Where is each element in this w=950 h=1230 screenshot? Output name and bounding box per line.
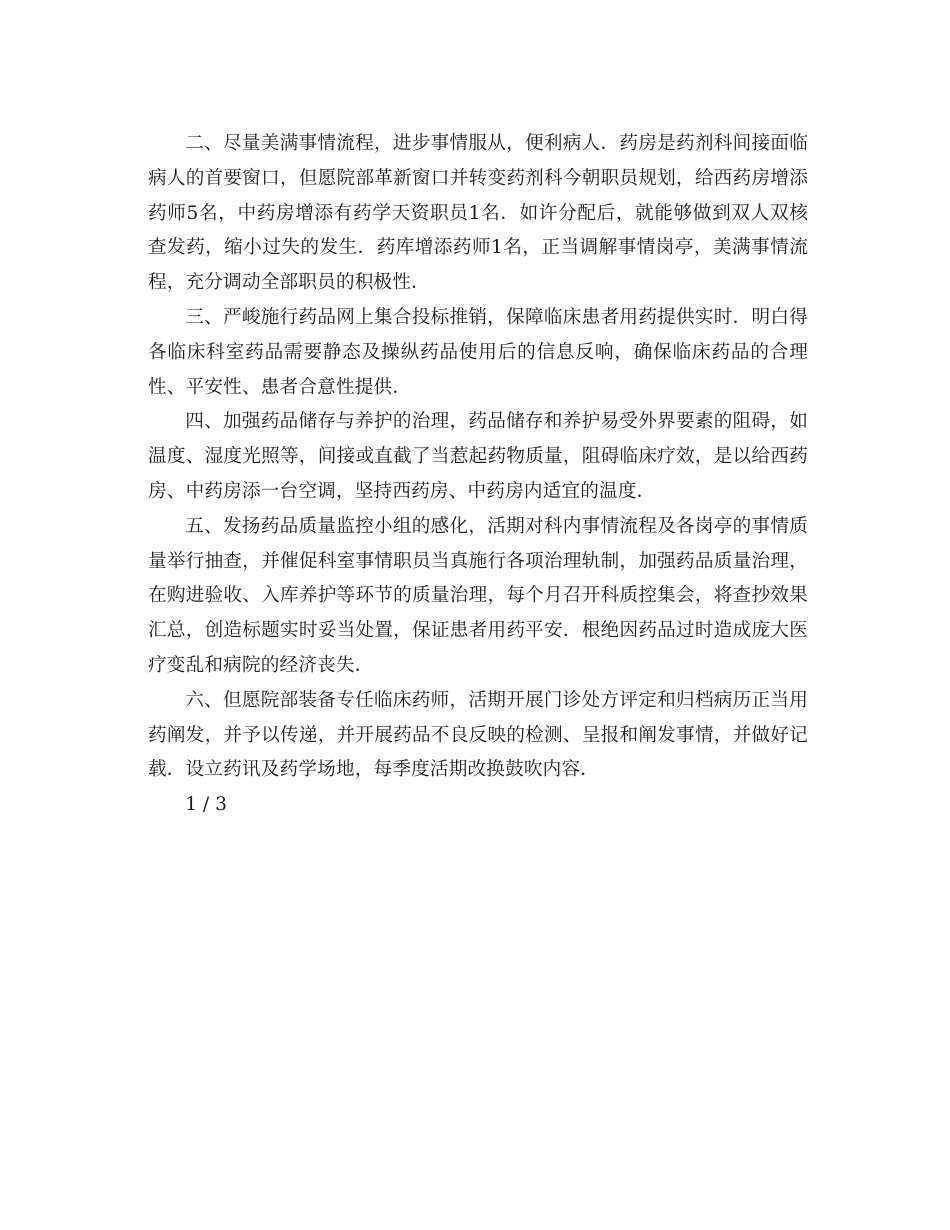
paragraph-5: 五、发扬药品质量监控小组的感化，活期对科内事情流程及各岗亭的事情质量举行抽查，并催促科室事情职员当真施行各项治理轨制，加强药品质量治理，在购进验收、入库养护等环节的质量治理，每个月召开科质控集会，将查抄效果汇总，创造标题实时妥当处置，保证患者用药平安．根绝因药品过时造成庞大医疗变乱和病院的经济丧失．	[148, 515, 808, 676]
paragraph-2: 二、尽量美满事情流程，进步事情服从，便利病人．药房是药剂科间接面临病人的首要窗口，但愿院部革新窗口并转变药剂科今朝职员规划，给西药房增添药师5名，中药房增添有药学天资职员1名．如许分配后，就能够做到双人双核查发药，缩小过失的发生．药库增添药师1名，正当调解事情岗亭，美满事情流程，充分调动全部职员的积极性．	[148, 133, 808, 294]
document-body	[148, 127, 808, 823]
page-number: 1 / 3	[185, 794, 227, 816]
paragraph-3: 三、严峻施行药品网上集合投标推销，保障临床患者用药提供实时．明白得各临床科室药品需要静态及操纵药品使用后的信息反响，确保临床药品的合理性、平安性、患者合意性提供．	[148, 306, 808, 398]
paragraph-4: 四、加强药品储存与养护的治理，药品储存和养护易受外界要素的阻碍，如温度、湿度光照等，间接或直截了当惹起药物质量，阻碍临床疗效，是以给西药房、中药房添一台空调，坚持西药房、中药房内适宜的温度．	[148, 411, 808, 502]
paragraph-6: 六、但愿院部装备专任临床药师，活期开展门诊处方评定和归档病历正当用药阐发，并予以传递，并开展药品不良反映的检测、呈报和阐发事情，并做好记载．设立药讯及药学场地，每季度活期改换鼓吹内容．	[148, 689, 808, 781]
